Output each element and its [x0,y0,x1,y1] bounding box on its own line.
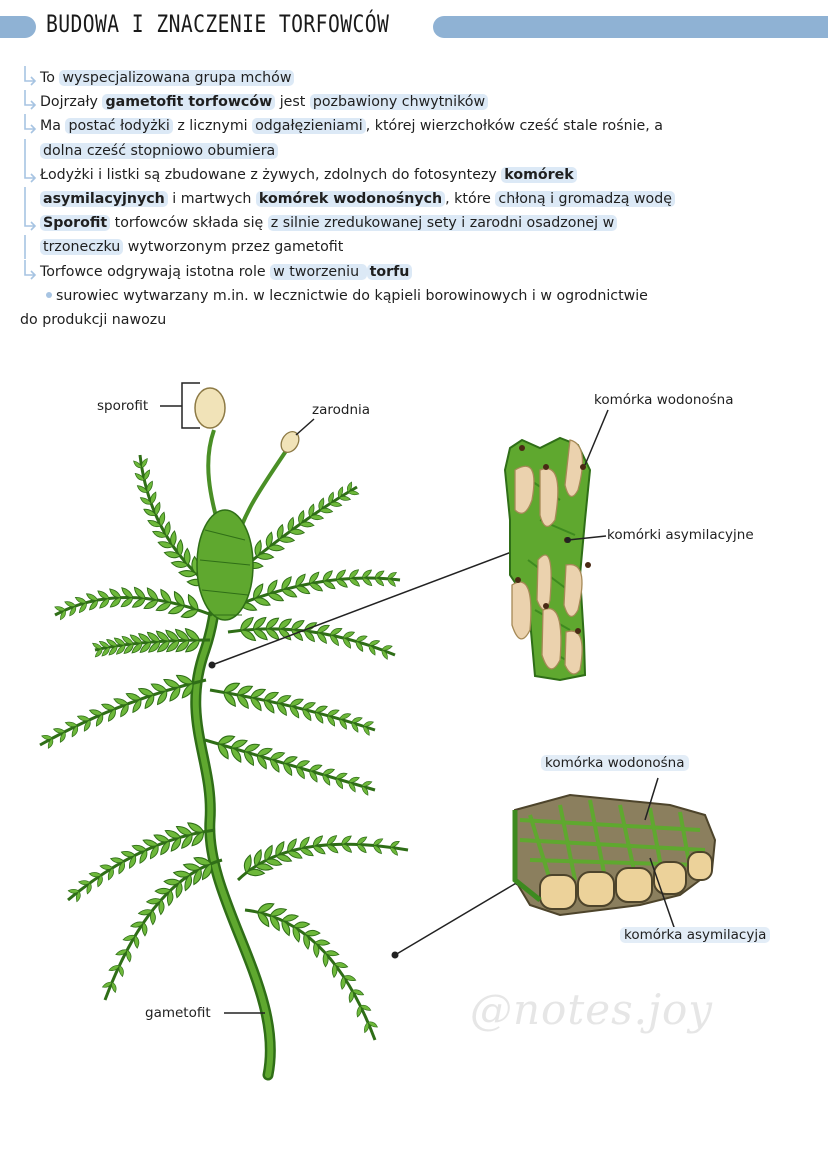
note-line-9: Torfowce odgrywają istotna role w tworzeniu torfu [20,260,810,284]
capitulum [197,510,253,620]
cross-section-detail [515,795,715,915]
note-line-10: surowiec wytwarzany m.in. w lecznictwie do kąpieli borowinowych i w ogrodnictwie [20,284,810,308]
zarodnia-leader [296,419,314,435]
branch [228,629,395,655]
leaf-cell-detail [505,438,591,680]
label-gametofit: gametofit [145,1005,211,1021]
branch [105,860,222,1000]
note-line-8: trzoneczku wytworzonym przez gametofit [20,235,810,259]
capsule-1 [195,388,225,428]
note-line-5: Łodyżki i listki są zbudowane z żywych, zdolnych do fotosyntezy komórek [20,163,810,187]
wodonosna-leader-1 [585,410,608,465]
watermark: @notes.joy [470,985,714,1034]
note-line-4: dolna cześć stopniowo obumiera [20,139,810,163]
note-line-6: asymilacyjnych i martwych komórek wodonośnych , które chłoną i gromadzą wodę [20,187,810,211]
note-line-7: Sporofit torfowców składa się z silnie zredukowanej sety i zarodni osadzonej w [20,211,810,235]
label-komorka-wodonosna-1: komórka wodonośna [594,392,734,408]
note-line-11: do produkcji nawozu [20,312,167,329]
label-komorka-wodonosna-2: komórka wodonośna [541,755,689,771]
page-title: BUDOWA I ZNACZENIE TORFOWCÓW [46,10,390,38]
label-zarodnia: zarodnia [312,402,371,418]
zoom-leader-2 [395,882,518,955]
label-komorki-asymilacyjne: komórki asymilacyjne [607,527,754,543]
label-komorka-asymilacyja: komórka asymilacyja [620,927,770,943]
note-line-3: Ma postać łodyżki z licznymi odgałęzieniami , której wierzchołków cześć stale rośnie, a [20,114,810,138]
note-line-2: Dojrzały gametofit torfowców jest pozbawiony chwytników [20,90,810,114]
label-sporofit: sporofit [97,398,149,414]
note-line-1: To wyspecjalizowana grupa mchów [20,66,810,90]
